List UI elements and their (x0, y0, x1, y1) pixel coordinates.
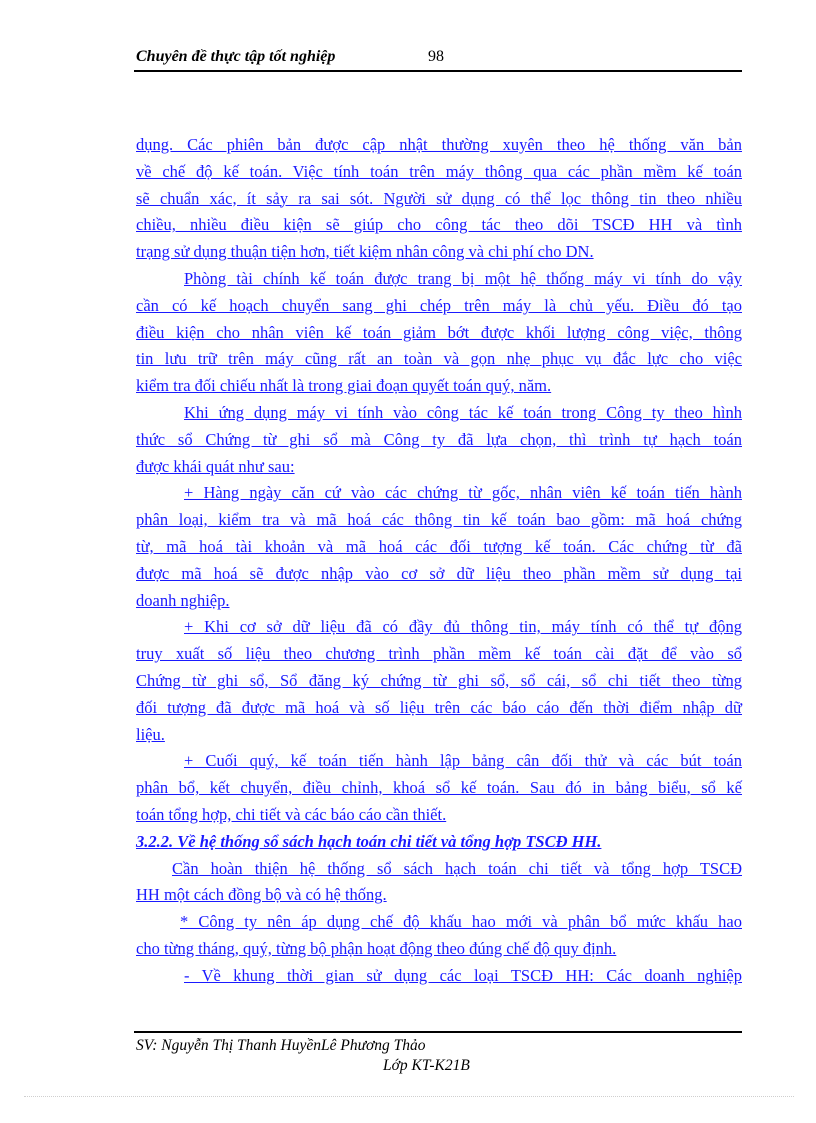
body-line: được mã hoá sẽ được nhập vào cơ sở dữ liệu theo phần mềm sử dụng tại (136, 563, 742, 583)
body-line: cho từng tháng, quý, từng bộ phận hoạt động theo đúng chế độ quy định. (136, 938, 617, 958)
body-line: cần có kế hoạch chuyển sang ghi chép trên máy là chủ yếu. Điều đó tạo (136, 295, 742, 315)
class-name: Lớp KT-K21B (383, 1057, 470, 1074)
body-line: phân bổ, kết chuyển, điều chỉnh, khoá sổ kế toán. Sau đó in bảng biểu, sổ kế (136, 778, 742, 798)
body-line: phân loại, kiểm tra và mã hoá các thông tin kế toán bao gồm: mã hoá chứng (136, 510, 742, 530)
body-line: kiểm tra đối chiếu nhất là trong giai đoạn quyết toán quý, năm. (136, 376, 552, 396)
body-line: được khái quát như sau: (136, 456, 295, 476)
body-line: từ, mã hoá tài khoản và mã hoá các đối tượng kế toán. Các chứng từ đã (136, 536, 742, 556)
body-line: - Về khung thời gian sử dụng các loại TSCĐ HH: Các doanh nghiệp (184, 965, 742, 985)
body-line: HH một cách đồng bộ và có hệ thống. (136, 885, 387, 905)
body-line: doanh nghiệp. (136, 590, 230, 610)
body-line: liệu. (136, 724, 165, 744)
body-line: tin lưu trữ trên máy cũng rất an toàn và gọn nhẹ phục vụ đắc lực cho việc (136, 349, 742, 369)
document-title: Chuyên đề thực tập tốt nghiệp (136, 48, 336, 65)
body-line: + Khi cơ sở dữ liệu đã có đầy đủ thông tin, máy tính có thể tự động (184, 617, 742, 637)
section-heading: 3.2.2. Về hệ thống sổ sách hạch toán chi tiết và tổng hợp TSCĐ HH. (136, 831, 602, 851)
body-line: Chứng từ ghi sổ, Sổ đăng ký chứng từ ghi sổ, sổ cái, sổ chi tiết theo từng (136, 670, 742, 690)
body-line: sẽ chuẩn xác, ít sảy ra sai sót. Người sử dụng có thể lọc thông tin theo nhiều (136, 188, 742, 208)
body-line: Cần hoàn thiện hệ thống sổ sách hạch toán chi tiết và tổng hợp TSCĐ (172, 858, 742, 878)
body-line: toán tổng hợp, chi tiết và các báo cáo cần thiết. (136, 804, 447, 824)
body-line: Phòng tài chính kế toán được trang bị một hệ thống máy vi tính do vậy (184, 268, 742, 288)
body-line: truy xuất số liệu theo chương trình phần mềm kế toán cài đặt để vào sổ (136, 644, 742, 664)
body-line: về chế độ kế toán. Việc tính toán trên máy thông qua các phần mềm kế toán (136, 161, 742, 181)
page-number: 98 (428, 48, 444, 65)
header-divider (134, 70, 742, 72)
page-edge-dots (24, 1096, 794, 1097)
footer-divider (134, 1031, 742, 1033)
body-line: + Cuối quý, kế toán tiến hành lập bảng cân đối thử và các bút toán (184, 751, 742, 771)
body-line: điều kiện cho nhân viên kế toán giảm bớt được khối lượng công việc, thông (136, 322, 742, 342)
student-name: SV: Nguyễn Thị Thanh HuyềnLê Phương Thảo (136, 1037, 426, 1054)
body-line: đối tượng đã được mã hoá và số liệu trên các báo cáo đến thời điểm nhập dữ (136, 697, 742, 717)
body-line: thức sổ Chứng từ ghi sổ mà Công ty đã lựa chọn, thì trình tự hạch toán (136, 429, 742, 449)
body-line: trạng sử dụng thuận tiện hơn, tiết kiệm nhân công và chi phí cho DN. (136, 242, 594, 262)
body-line: dụng. Các phiên bản được cập nhật thường xuyên theo hệ thống văn bản (136, 135, 742, 154)
body-line: Khi ứng dụng máy vi tính vào công tác kế toán trong Công ty theo hình (184, 402, 742, 422)
document-body (136, 132, 742, 990)
body-line: * Công ty nên áp dụng chế độ khấu hao mới và phân bổ mức khấu hao (180, 912, 742, 932)
body-line: + Hàng ngày căn cứ vào các chứng từ gốc, nhân viên kế toán tiến hành (184, 483, 742, 503)
body-line: chiều, nhiều điều kiện sẽ giúp cho công tác theo dõi TSCĐ HH và tình (136, 215, 742, 235)
